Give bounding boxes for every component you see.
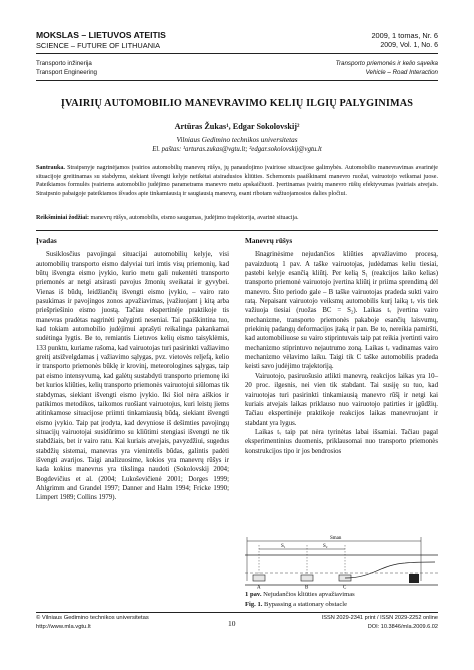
journal-title: MOKSLAS – LIETUVOS ATEITIS — [36, 30, 166, 40]
figure-caption-lt-label: 1 pav. — [245, 591, 262, 598]
figure-caption-lt — [245, 591, 355, 598]
header-rule — [36, 53, 438, 54]
footer-copyright: © Vilniaus Gedimino technikos universitetas — [36, 615, 149, 621]
subsection-lt: Transporto priemonės ir kelio sąveika — [335, 60, 438, 67]
abstract-rule — [36, 230, 438, 231]
abstract — [36, 164, 438, 198]
figure-label-total: Sman — [330, 536, 342, 541]
section-en: Transport Engineering — [36, 69, 97, 76]
figure-caption-lt-text: Nejudančios kliūties apvažiavimas — [261, 591, 355, 598]
figure-point-b: B — [305, 585, 309, 589]
article-email: El. paštas: ¹arturas.zukas@vgtu.lt; ²edgar.sokolovskij@vgtu.lt — [152, 146, 322, 153]
journal-title-en: SCIENCE – FUTURE OF LITHUANIA — [36, 41, 161, 50]
intro-column — [36, 236, 229, 503]
figure-point-c: C — [343, 585, 347, 589]
subsection-en: Vehicle – Road Interaction — [365, 69, 438, 76]
keywords-label: Reikšminiai žodžiai: — [36, 215, 89, 221]
abstract-label: Santrauka. — [36, 165, 65, 171]
footer-doi: DOI: 10.3846/mla.2009.6.02 — [367, 624, 438, 630]
figure-point-a: A — [257, 585, 261, 589]
figure-obstacle-bypass — [245, 531, 438, 589]
figure-caption-en — [245, 601, 347, 608]
intro-heading: Įvadas — [36, 236, 57, 245]
intro-text: Susiklosčius pavojingai situacijai automobilių kelyje, visi automobilių transporto eismo dalyviai turi imtis visų priemonių, kad būtų išvengta eismo įvykio, kurio metu gali nukentėti transporto priemonės ar netgi atsirasti pavojus žmonių sveikatai ir gyvybei. Vienas iš būdų, leidžiančių išvengti eismo įvykio, – vairo rato pasukimas ir pavojingos zonos apvažiavimas, įvažiuojant į kitą arba priešpriešinio eismo juostą. Tačiau ekspertinėje praktikoje tis manevras pradėtas nagrinėti palyginti neseniai. Tai paaiškintina tuo, kad tokiam automobilio judėjimui aprašyti reikalinga pakankamai sudėtinga lygtis. Be to, remiantis Lietuvos kelių eismo taisyklėmis, 133 punktu, kuriame rašoma, kad vairuotojas turi pasirinkti važiavimo greitį atsižvelgdamas į važiavimo sąlygas, pvz. vietovės reljefą, kelio ir transporto priemonės būklę ir krovinį, meteorologines sąlygas, taip pat eismo intensyvumą, kad galėtų sustabdyti transporto priemonę iki bet kurios kliūties, kelių transporto priemonės vairuotojui siūlomas tik stabdymas, siekiant išvengti eismo įvykio. Iki šiol nėra aiškios ir patikimos metodikos, taikomos ruošiant vairuotojus, kuri leistų jiems atitinkamose situacijose priimti tinkamiausią būdą, siekiant išvengti eismo įvykio. Taip pat įrodyta, kad devyniose iš dešimties pavojingų situacijų vairuotojai susidūrimo su kliūtimi stengiasi išvengti ne tik stabdžiais, bet ir vairo ratu. Kai kuriais atvejais, pavyzdžiui, sugedus stabdžių sistemai, manevras yra vienintelis būdas, galintis padėti išvengti avarijos. Taigi analizuosime, kokios yra manevrų rūšys ir kada kokius manevrus yra tikslinga naudoti (Sokolovskij 2004; Bogdevičius et al. (2004; Lukoševičienė 2001; Dorges 1999; Ahlgrimm and Grandel 1997; Danner and Halm 1994; Fricke 1990; Limpert 1989; Collins 1979). — [36, 251, 229, 502]
maneuvers-paragraph-3: Laikas tᵥ taip pat nėra tyrinėtas labai išsamiai. Tačiau pagal eksperimentinius duomenis, priklausomai nuo transporto priemonės konstrukcijos tipo ir jos bendrosios — [245, 428, 438, 455]
volume-lt: 2009, 1 tomas, Nr. 6 — [371, 31, 438, 40]
abstract-text: Straipsnyje nagrinėjamos įvairios automobilių manevrų rūšys, jų panaudojimo įvairiose situacijose galimybės. Automobilio manevravimas avarinėje situacijoje greitinamas su stabdymu, siekiant išvengti kelyje netikėtai atsiradusios kliūties. Schemomis paaiškinami manevro ruožai, vairuotojo veiksmai juose. Pateikiamos formulės įvairiems automobilio judėjimo parametrams manevro metu apskaičiuoti. Įvertinamas įvairių manevro rūšių efektyvumas įvairiais atvejais. Straipsnio pabaigoje pateikiamos išvados apie tinkamiausią ir saugiausią manevrą, esant ribotam važiuojamosios dalies pločiui. — [36, 165, 438, 197]
footer-rule — [36, 612, 438, 613]
article-authors: Artūras Žukas¹, Edgar Sokolovskij² — [174, 122, 300, 131]
maneuvers-heading: Manevrų rūšys — [245, 236, 293, 245]
volume-en: 2009, Vol. 1, No. 6 — [380, 42, 438, 49]
footer-url[interactable]: http://www.mla.vgtu.lt — [36, 624, 91, 630]
article-title: ĮVAIRIŲ AUTOMOBILIO MANEVRAVIMO KELIŲ ILGIŲ PALYGINIMAS — [60, 98, 414, 109]
car-at-a — [253, 575, 265, 581]
keywords-text: manevrų rūšys, automobilis, eismo saugumas, judėjimo trajektorija, avarinė situacija. — [88, 215, 299, 221]
maneuvers-column — [245, 236, 438, 456]
footer-issn: ISSN 2029-2341 print / ISSN 2029-2252 online — [321, 615, 438, 621]
figure-caption-en-label: Fig. 1. — [245, 601, 263, 608]
maneuvers-paragraph-2: Vairuotojo, pasiruošusio atlikti manevrą, reakcijos laikas yra 10–20 proc. ilgesnis, nei vien tik stabdant. Tai susiję su tuo, kad vairuotojas turi pasirinkti tinkamiausią manevro rūšį ir netgi kai kuriais atvejais laikas priklauso nuo vairuotojo patirties ir įgūdžių. Tačiau ekspertinėje praktikoje reakcijos laikas manevruojant ir stabdant yra lygus. — [245, 372, 438, 427]
page-number: 10 — [228, 619, 236, 628]
figure-label-s2: S₂ — [323, 544, 328, 549]
obstacle — [409, 574, 419, 583]
car-at-b — [301, 575, 313, 581]
article-affiliation: Vilniaus Gedimino technikos universitetas — [176, 136, 298, 144]
keywords — [36, 214, 438, 223]
figure-caption-en-text: Bypassing a stationary obstacle — [262, 601, 348, 608]
section-lt: Transporto inžinerija — [36, 60, 92, 67]
maneuver-trajectory — [345, 562, 435, 578]
section-rule — [36, 80, 438, 81]
figure-label-s1: S₁ — [281, 544, 286, 549]
maneuvers-paragraph-1: Išnagrinėsime nejudančios kliūties apvažiavimo procesą, pavaizduotą 1 pav. A taške vairuotojas, judėdamas keliu tiesiai, pastebi kelyje esančią kliūtį. Per kelią S₁ (reakcijos laiko kelias) transporto priemonė vairuotojo įvertina kliūtį ir priima sprendimą dėl manevro. Šito periodo gale – B taške vairuotojas pradeda sukti vairo ratą. Nepaisant vairuotojo veiksmų automobilis kurį laiką tᵥ vis tiek važiuoja tiesiai (ruožas BC = S₂). Laikas tᵥ įvertina vairo mechanizme, transporto priemonės pakaboje esančių laisvumų, priekinių padangų deformacijos įtaką ir pan. Be to, nereikia pamiršti, kad automobiliuose su vairo stiprintuvais taip pat reikia įvertinti vairo mechanizmo stiprintuvo nejautrumo zoną. Laikas tᵥ vadinamas vairo mechanizmo vėlavimo laiku. Taigi tik C taške automobilis pradeda keisti savo judėjimo trajektoriją. — [245, 251, 438, 371]
